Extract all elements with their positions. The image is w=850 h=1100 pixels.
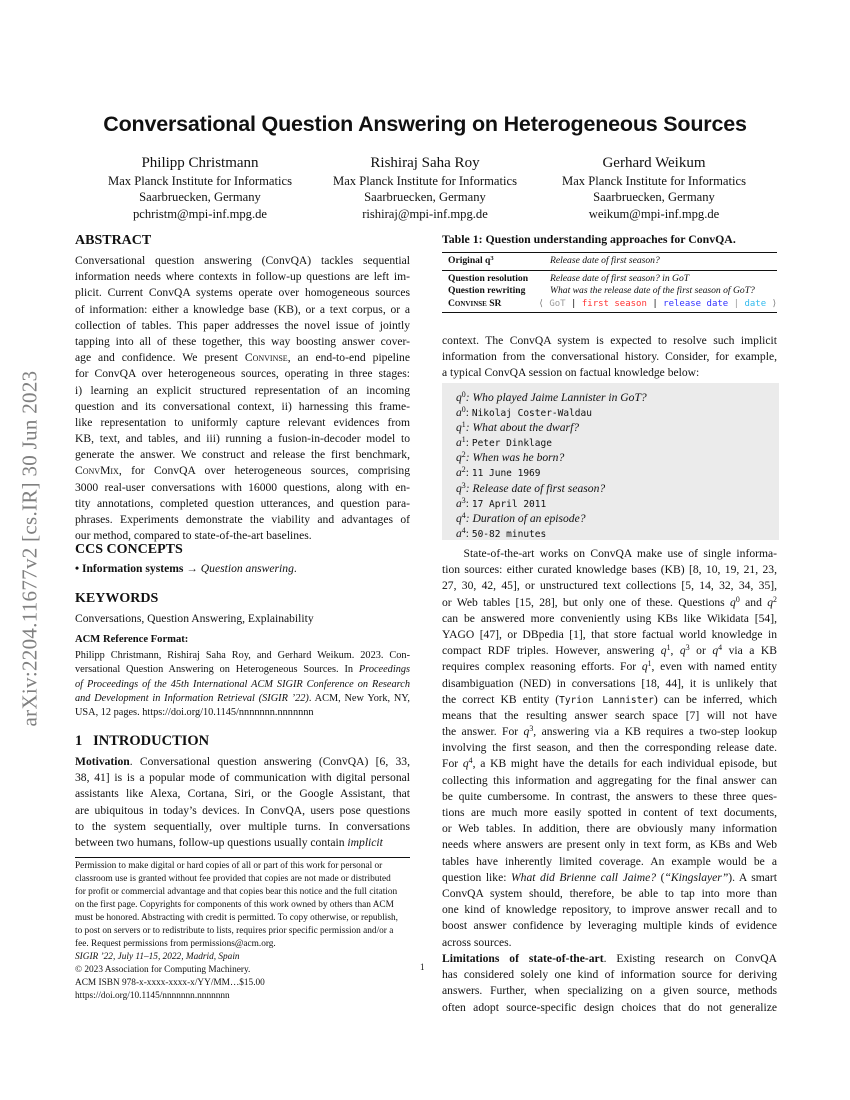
text-run: to post on servers or to redistribute to lists, requires prior specific permission and/or a: [75, 926, 394, 936]
text-line: [442, 870, 777, 886]
text-run: requires complex reasoning efforts. For: [442, 660, 642, 674]
text-run: age and confidence. We present: [75, 351, 245, 365]
author-email[interactable]: weikum@mpi-inf.mpg.de: [588, 206, 720, 221]
styled-text: “Kingslayer”: [664, 870, 729, 884]
text-run: across sources.: [442, 935, 512, 949]
text-run: tions are much more easily spotted in content of text documents,: [442, 806, 777, 819]
text-line: [75, 269, 410, 285]
superscript: 1: [461, 435, 466, 445]
text-run: on the first page. Copyrights for components of this work owned by others than ACM: [75, 900, 394, 910]
text-line: [75, 611, 410, 627]
code-text: 11 June 1969: [471, 468, 541, 480]
text-line: [442, 854, 777, 870]
table-header-key: Original $q^3$: [448, 254, 494, 266]
text-run: information needs where contexts in follow-up questions are left im-: [75, 270, 410, 284]
superscript: 3: [461, 480, 466, 490]
author-name: Rishiraj Saha Roy: [370, 155, 480, 171]
styled-text: a: [456, 466, 462, 480]
text-line: [75, 692, 410, 706]
text-run: means that the resulting answer search space [7] will not have: [442, 708, 777, 722]
text-line: [442, 333, 777, 349]
text-run: Philipp Christmann, Rishiraj Saha Roy, and Gerhard Weikum. 2023. Con-: [75, 650, 410, 661]
text-line: [442, 918, 777, 934]
text-run: the correct KB entity (: [442, 692, 560, 706]
text-line: [442, 595, 777, 611]
styled-text: Convinse: [244, 351, 288, 365]
text-line: [75, 649, 410, 663]
superscript: 4: [461, 525, 466, 535]
styled-text: q: [523, 725, 530, 739]
text-run: https://doi.org/10.1145/nnnnnnn.nnnnnnn: [75, 991, 230, 1001]
text-run: compact RDF triples. However, answering: [442, 644, 661, 658]
text-line: [75, 253, 410, 269]
code-text: Nikolaj Coster-Waldau: [471, 408, 592, 420]
superscript: 3: [685, 643, 690, 653]
text-line: [442, 578, 777, 594]
conversation-example-box: [442, 383, 779, 540]
text-run: , an end-to-end pipeline: [287, 351, 410, 365]
styled-text: q: [456, 481, 462, 495]
text-line: [75, 350, 410, 366]
text-line: [75, 912, 410, 925]
styled-text: : When was he born?: [465, 451, 565, 465]
text-line: [75, 334, 410, 350]
superscript: 1: [666, 643, 671, 653]
table-caption: Table 1: Question understanding approaches for ConvQA.: [442, 232, 736, 246]
text-run: phrases. Experiments demonstrate the viability and advantages of: [75, 513, 410, 526]
superscript: 1: [461, 420, 466, 430]
abstract-heading: ABSTRACT: [75, 233, 152, 248]
text-run: .: [293, 562, 297, 575]
author-location: Saarbruecken, Germany: [139, 190, 261, 205]
text-line: [75, 886, 410, 899]
text-run: or: [689, 644, 713, 658]
text-line: [75, 964, 410, 977]
text-line: [442, 435, 779, 450]
text-run: our method, compared to state-of-the-art baselines.: [75, 529, 312, 543]
text-run: 3000 real-user conversations with 16000 questions, along with en-: [75, 480, 410, 494]
text-line: [75, 383, 410, 399]
styled-text: a: [456, 436, 462, 450]
text-line: [75, 938, 410, 951]
footnote-divider: [75, 857, 410, 858]
text-run: KB, text, and tables, and iii) running a fusion-in-decoder model to: [75, 432, 410, 446]
text-line: [442, 611, 777, 627]
text-line: [442, 902, 777, 918]
text-run: involving the first season, and then the corresponding release date.: [442, 741, 777, 755]
superscript: 4: [718, 643, 723, 653]
text-run: has considered solely one kind of information source for deriving: [442, 968, 777, 982]
styled-text: • Information systems: [75, 562, 187, 575]
text-run: For: [442, 757, 463, 771]
text-run: :: [465, 466, 472, 480]
text-line: [442, 562, 777, 578]
arxiv-stamp: arXiv:2204.11677v2 [cs.IR] 30 Jun 2023: [17, 370, 42, 727]
text-run: USA, 12 pages. https://doi.org/10.1145/nnnnnnn.nnnnnnn: [75, 707, 314, 719]
text-run: information from the conversational history. Consider, for example,: [442, 350, 777, 364]
text-line: [75, 561, 410, 577]
text-line: [75, 754, 410, 770]
keywords-heading: KEYWORDS: [75, 591, 159, 606]
text-run: Conversations, Question Answering, Explainability: [75, 612, 314, 625]
text-run: , even with named entity: [651, 660, 777, 674]
text-run: assistants like Alexa, Cortana, Siri, or the Google Assistant, that: [75, 787, 410, 801]
permission-footnote: [75, 860, 410, 1003]
styled-text: q: [456, 511, 462, 525]
author-email[interactable]: rishiraj@mpi-inf.mpg.de: [362, 206, 488, 221]
text-line: [442, 724, 777, 740]
styled-text: : Who played Jaime Lannister in GoT?: [465, 391, 647, 404]
styled-text: and Development in Information Retrieval (SIGIR ’22): [75, 692, 309, 704]
styled-text: a: [456, 406, 462, 420]
text-run: . ACM, New York, NY,: [308, 692, 410, 704]
text-line: [75, 463, 410, 479]
superscript: 2: [461, 465, 466, 475]
text-line: [442, 837, 777, 853]
styled-text: q: [712, 644, 719, 658]
text-line: [442, 1000, 777, 1016]
text-line: [442, 405, 779, 420]
text-line: [442, 967, 777, 983]
table-bottom-rule: [442, 312, 777, 313]
text-line: [75, 770, 410, 786]
sr-part-context: first season: [581, 298, 647, 309]
text-run: ConvQA system should, therefore, be able to tap into more than: [442, 886, 777, 900]
context-paragraph: [442, 333, 777, 382]
styled-text: of Proceedings of the 45th International ACM SIGIR Conference on Research: [75, 678, 410, 690]
sr-part-relation: release date: [663, 298, 729, 309]
text-line: [75, 819, 410, 835]
text-run: ). A smart: [728, 870, 777, 884]
text-line: [442, 951, 777, 967]
text-run: for profit or commercial advantage and that copies bear this notice and the full citation: [75, 887, 398, 897]
styled-text: q: [641, 660, 648, 674]
text-run: for ConvQA over heterogeneous sources, operating in three stages:: [75, 367, 410, 381]
text-line: [75, 786, 410, 802]
superscript: 4: [468, 756, 473, 766]
superscript: 2: [461, 450, 466, 460]
text-run: or Web tables. In addition, there are obviously many information: [442, 822, 777, 836]
author-name: Gerhard Weikum: [602, 155, 706, 171]
styled-text: q: [730, 595, 736, 609]
text-run: generate the answer. We construct and release the first benchmark,: [75, 448, 410, 462]
text-run: YAGO [47], or DBpedia [1], that store factual world knowledge in: [442, 627, 777, 641]
text-run: collection of tables. This paper addresses the novel issue of jointly: [75, 318, 410, 332]
conversation-lines: [442, 390, 779, 541]
author-block: [85, 154, 315, 222]
author-name: Philipp Christmann: [141, 155, 259, 171]
text-line: [442, 390, 779, 405]
text-line: [442, 511, 779, 526]
text-run: State-of-the-art works on ConvQA make use of single informa-: [442, 547, 777, 560]
text-run: to the system sequentially, over multiple turns. In conversations: [75, 819, 410, 833]
text-line: [75, 803, 410, 819]
text-line: [442, 821, 777, 837]
text-line: [442, 676, 777, 692]
keywords-text: [75, 611, 410, 627]
superscript: 4: [461, 510, 466, 520]
text-line: [442, 627, 777, 643]
text-line: [75, 366, 410, 382]
motivation-paragraph: [75, 754, 410, 851]
text-line: [75, 951, 410, 964]
text-line: [75, 706, 410, 720]
text-run: :: [465, 406, 472, 420]
text-run: i) learning an explicit structured representation of an incoming: [75, 383, 410, 397]
text-line: [442, 526, 779, 541]
text-run: © 2023 Association for Computing Machinery.: [75, 965, 251, 975]
styled-text: Proceedings: [358, 664, 410, 676]
text-run: classroom use is granted without fee provided that copies are not made or distributed: [75, 874, 391, 884]
text-run: via a KB: [722, 644, 777, 658]
text-line: [442, 740, 777, 756]
styled-text: a: [456, 526, 462, 540]
code-text: Peter Dinklage: [471, 438, 552, 450]
author-affiliation: Max Planck Institute for Informatics: [108, 174, 292, 188]
text-line: [75, 977, 410, 990]
text-line: [442, 805, 777, 821]
text-line: [75, 925, 410, 938]
text-line: [75, 496, 410, 512]
author-location: Saarbruecken, Germany: [593, 190, 715, 205]
text-run: between two humans, follow-up questions usually contain: [75, 835, 348, 849]
text-run: tables have inherently limited coverage. An example would be a: [442, 854, 777, 868]
text-run: :: [465, 526, 472, 540]
text-line: [442, 450, 779, 465]
author-affiliation: Max Planck Institute for Informatics: [562, 174, 746, 188]
page-number: 1: [420, 962, 425, 972]
styled-text: ConvMix: [75, 464, 119, 478]
text-line: [75, 873, 410, 886]
text-run: collecting this information and aggregating for the final answer can: [442, 773, 777, 787]
styled-text: q: [456, 391, 462, 404]
superscript: 0: [461, 405, 466, 415]
text-run: Conversational question answering (ConvQA) tackles sequential: [75, 254, 410, 267]
styled-text: : Duration of an episode?: [465, 511, 586, 525]
text-line: [75, 285, 410, 301]
styled-text: q: [462, 757, 469, 771]
text-run: answers. Further, when specializing on a given source, methods: [442, 984, 777, 998]
text-run: →: [186, 562, 201, 575]
text-run: tion sources: either curated knowledge bases (KB) [8, 10, 19, 21, 23,: [442, 563, 777, 577]
text-line: [442, 465, 779, 480]
text-run: ,: [670, 644, 680, 658]
code-text: 50-82 minutes: [471, 528, 547, 540]
text-run: a typical ConvQA session on factual knowledge below:: [442, 366, 700, 380]
text-line: [75, 860, 410, 873]
text-line: [75, 302, 410, 318]
text-line: [75, 899, 410, 912]
text-run: , for ConvQA over heterogeneous sources, comprising: [118, 464, 410, 478]
abstract-text: [75, 253, 410, 544]
styled-text: Limitations of state-of-the-art: [442, 952, 604, 965]
text-run: question and its conversational context, ii) harnessing this frame-: [75, 399, 410, 413]
structured-representation: ⟨ GoT | first season | release date | date ⟩: [538, 298, 777, 309]
text-line: [442, 983, 777, 999]
styled-text: q: [679, 644, 686, 658]
text-line: [442, 659, 777, 675]
superscript: 3: [461, 495, 466, 505]
sota-paragraph: [442, 546, 777, 951]
text-line: [442, 886, 777, 902]
text-line: [442, 756, 777, 772]
text-line: [442, 349, 777, 365]
text-run: often adopt source-specific design choices that do not generalize: [442, 1000, 777, 1014]
text-run: are ubiquitous in today’s devices. In ConvQA, users pose questions: [75, 803, 410, 817]
text-line: [442, 643, 777, 659]
text-run: disambiguation (NED) in conversations [18, 44], it is unlikely that: [442, 676, 777, 690]
text-run: . Existing research on ConvQA: [603, 952, 777, 965]
text-run: (: [656, 870, 665, 884]
styled-text: q: [456, 451, 462, 465]
author-email[interactable]: pchristm@mpi-inf.mpg.de: [132, 206, 268, 221]
sr-part-type: date: [744, 298, 767, 309]
limitations-paragraph: [442, 951, 777, 1016]
styled-text: SIGIR ’22, July 11–15, 2022, Madrid, Spain: [75, 952, 240, 962]
text-line: [442, 692, 777, 708]
ccs-text: [75, 561, 410, 577]
styled-text: q: [660, 644, 667, 658]
text-run: question like:: [442, 870, 511, 884]
author-block: [539, 154, 769, 222]
text-line: [75, 990, 410, 1003]
text-run: context. The ConvQA system is expected to resolve such implicit: [442, 334, 777, 347]
text-line: [75, 415, 410, 431]
styled-text: Question answering: [200, 562, 294, 575]
styled-text: : What about the dwarf?: [465, 421, 580, 435]
author-location: Saarbruecken, Germany: [364, 190, 486, 205]
text-line: [75, 663, 410, 677]
superscript: 0: [735, 594, 740, 604]
text-run: ACM ISBN 978-x-xxxx-xxxx-x/YY/MM…$15.00: [75, 978, 265, 988]
text-run: can be answered more conveniently using KBs like Wikidata [54],: [442, 611, 777, 625]
text-run: . Conversational question answering (ConvQA) [6, 33,: [129, 755, 410, 768]
text-run: 27, 30, 42, 45], or unstructured text collections [5, 14, 32, 34, 35],: [442, 579, 777, 593]
text-line: [75, 318, 410, 334]
author-block: [310, 154, 540, 222]
table-header-value: Release date of first season?: [550, 255, 660, 266]
text-run: ) can be inferred, which: [653, 692, 777, 706]
text-line: [442, 365, 777, 381]
text-line: [442, 773, 777, 789]
text-run: versational Question Answering on Heterogeneous Sources. In: [75, 664, 359, 676]
text-run: the answer. For: [442, 725, 524, 739]
styled-text: Motivation: [75, 755, 130, 768]
text-run: , a KB might have the details for each individual episode, but: [472, 757, 777, 771]
text-line: [442, 935, 777, 951]
text-run: :: [465, 436, 472, 450]
text-line: [442, 420, 779, 435]
styled-text: a: [456, 496, 462, 510]
text-run: fee. Request permissions from permissions@acm.org.: [75, 939, 276, 949]
text-line: [75, 399, 410, 415]
styled-text: q: [456, 421, 462, 435]
table-top-rule: [442, 252, 777, 253]
ccs-heading: CCS CONCEPTS: [75, 542, 183, 557]
table-row: Convinse SR ⟨ GoT | first season | release date | date ⟩: [448, 297, 777, 309]
acm-ref-heading: ACM Reference Format:: [75, 634, 189, 645]
text-run: needs where answers are present only in text form, as KBs and Web: [442, 838, 777, 852]
text-run: :: [465, 496, 472, 510]
styled-text: q: [767, 595, 774, 609]
acm-ref-text: [75, 649, 410, 720]
text-run: 38, 41] is is a popular mode of communication with digital personal: [75, 771, 410, 785]
styled-text: What did Brienne call Jaime?: [511, 870, 657, 884]
text-run: plicit. Current ConvQA systems operate over homogeneous sources: [75, 286, 410, 300]
text-run: , answering via a KB requires a two-step lookup: [533, 725, 777, 739]
text-line: [75, 447, 410, 463]
code-text: Tyrion Lannister: [559, 694, 654, 706]
text-run: be quite cumbersome. In contrast, the answers to these three ques-: [442, 789, 777, 803]
text-run: boost answer confidence by leveraging multiple kinds of evidence: [442, 919, 777, 933]
text-line: [75, 512, 410, 528]
text-line: [75, 431, 410, 447]
text-run: must be honored. Abstracting with credit is permitted. To copy otherwise, or republish,: [75, 913, 398, 923]
text-line: [442, 708, 777, 724]
text-line: [442, 546, 777, 562]
text-line: [75, 835, 410, 851]
paper-title: Conversational Question Answering on Heterogeneous Sources: [103, 112, 747, 136]
text-run: and: [739, 595, 768, 609]
superscript: 3: [529, 724, 534, 734]
table-row: Question rewriting What was the release date of the first season of GoT?: [448, 285, 755, 296]
table-question-understanding: [442, 252, 777, 313]
text-line: [442, 789, 777, 805]
text-run: or Web tables [15, 28], but only one of these. Questions: [442, 595, 731, 609]
text-line: [75, 678, 410, 692]
code-text: 17 April 2011: [471, 498, 547, 510]
sr-part-entity: GoT: [549, 298, 566, 309]
table-header-row: [442, 255, 777, 268]
text-run: tity annotations, completed question utterances, and question para-: [75, 496, 410, 510]
text-run: Permission to make digital or hard copies of all or part of this work for personal or: [75, 861, 383, 871]
superscript: 2: [773, 594, 777, 604]
text-run: one kind of knowledge repository, to improve answer recall and to: [442, 903, 777, 917]
text-line: [442, 481, 779, 496]
styled-text: implicit: [347, 835, 383, 849]
superscript: 0: [461, 390, 466, 400]
text-run: of information: either a knowledge base (KB), or a text corpus, or a: [75, 302, 410, 316]
text-run: tapping into all of these together, this way boosting answer cover-: [75, 334, 410, 348]
text-line: [75, 480, 410, 496]
table-row: Question resolution Release date of first season? in GoT: [448, 272, 690, 284]
text-run: like representation to uniformly capture relevant evidences from: [75, 415, 410, 429]
superscript: 1: [647, 659, 652, 669]
styled-text: : Release date of first season?: [465, 481, 606, 495]
text-line: [442, 496, 779, 511]
intro-heading: 1 INTRODUCTION: [75, 733, 210, 749]
author-affiliation: Max Planck Institute for Informatics: [333, 174, 517, 188]
